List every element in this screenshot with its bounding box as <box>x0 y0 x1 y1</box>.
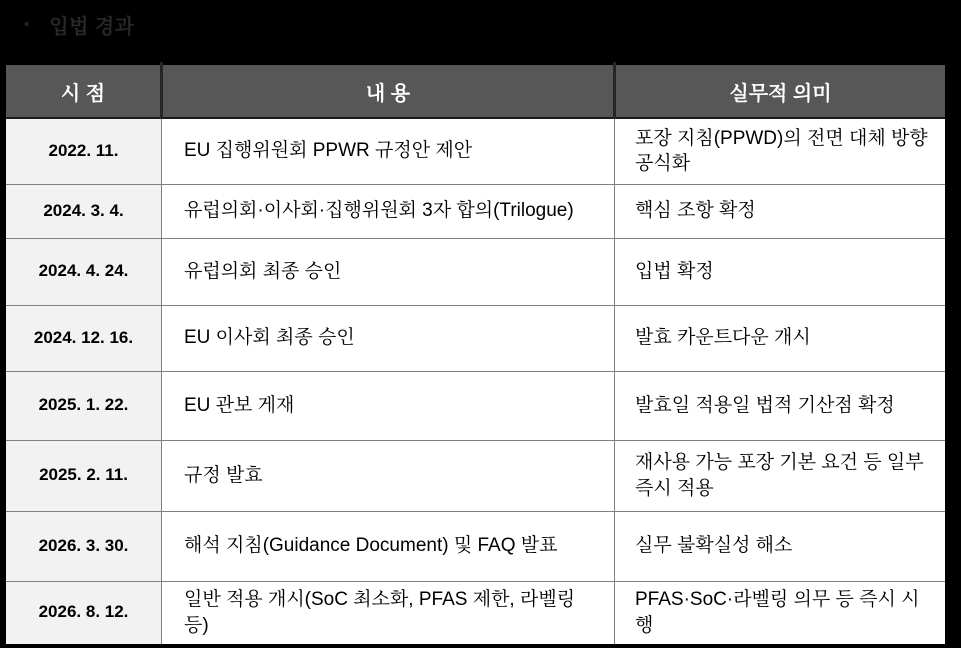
meaning-cell: 입법 확정 <box>615 238 947 305</box>
col-header-date: 시 점 <box>5 64 162 119</box>
meaning-cell: PFAS·SoC·라벨링 의무 등 즉시 시행 <box>615 581 947 645</box>
date-cell: 2025. 1. 22. <box>5 371 162 440</box>
content-cell: EU 관보 게재 <box>162 371 615 440</box>
meaning-cell: 발효일 적용일 법적 기산점 확정 <box>615 371 947 440</box>
table-row <box>5 440 947 511</box>
table-row <box>5 238 947 305</box>
col-header-meaning: 실무적 의미 <box>615 64 947 119</box>
bullet-icon: • <box>24 16 30 33</box>
date-cell: 2024. 3. 4. <box>5 184 162 238</box>
table-row <box>5 511 947 581</box>
legislation-progress-table <box>3 62 948 647</box>
table-row <box>5 184 947 238</box>
page-title-text: 입법 경과 <box>49 16 135 38</box>
table-body <box>5 118 947 645</box>
meaning-cell: 발효 카운트다운 개시 <box>615 305 947 371</box>
date-cell: 2026. 8. 12. <box>5 581 162 645</box>
meaning-cell: 포장 지침(PPWD)의 전면 대체 방향 공식화 <box>615 118 947 184</box>
date-cell: 2025. 2. 11. <box>5 440 162 511</box>
content-cell: 해석 지침(Guidance Document) 및 FAQ 발표 <box>162 511 615 581</box>
content-cell: EU 집행위원회 PPWR 규정안 제안 <box>162 118 615 184</box>
content-cell: EU 이사회 최종 승인 <box>162 305 615 371</box>
meaning-cell: 재사용 가능 포장 기본 요건 등 일부 즉시 적용 <box>615 440 947 511</box>
content-cell: 유럽의회 최종 승인 <box>162 238 615 305</box>
date-cell: 2024. 4. 24. <box>5 238 162 305</box>
content-cell: 일반 적용 개시(SoC 최소화, PFAS 제한, 라벨링 등) <box>162 581 615 645</box>
content-cell: 유럽의회·이사회·집행위원회 3자 합의(Trilogue) <box>162 184 615 238</box>
table-row <box>5 118 947 184</box>
date-cell: 2024. 12. 16. <box>5 305 162 371</box>
table-row <box>5 371 947 440</box>
date-cell: 2026. 3. 30. <box>5 511 162 581</box>
date-cell: 2022. 11. <box>5 118 162 184</box>
meaning-cell: 실무 불확실성 해소 <box>615 511 947 581</box>
col-header-content: 내 용 <box>162 64 615 119</box>
page-title <box>24 10 135 39</box>
table-row <box>5 581 947 645</box>
table-header-row <box>5 64 947 119</box>
table-row <box>5 305 947 371</box>
meaning-cell: 핵심 조항 확정 <box>615 184 947 238</box>
content-cell: 규정 발효 <box>162 440 615 511</box>
